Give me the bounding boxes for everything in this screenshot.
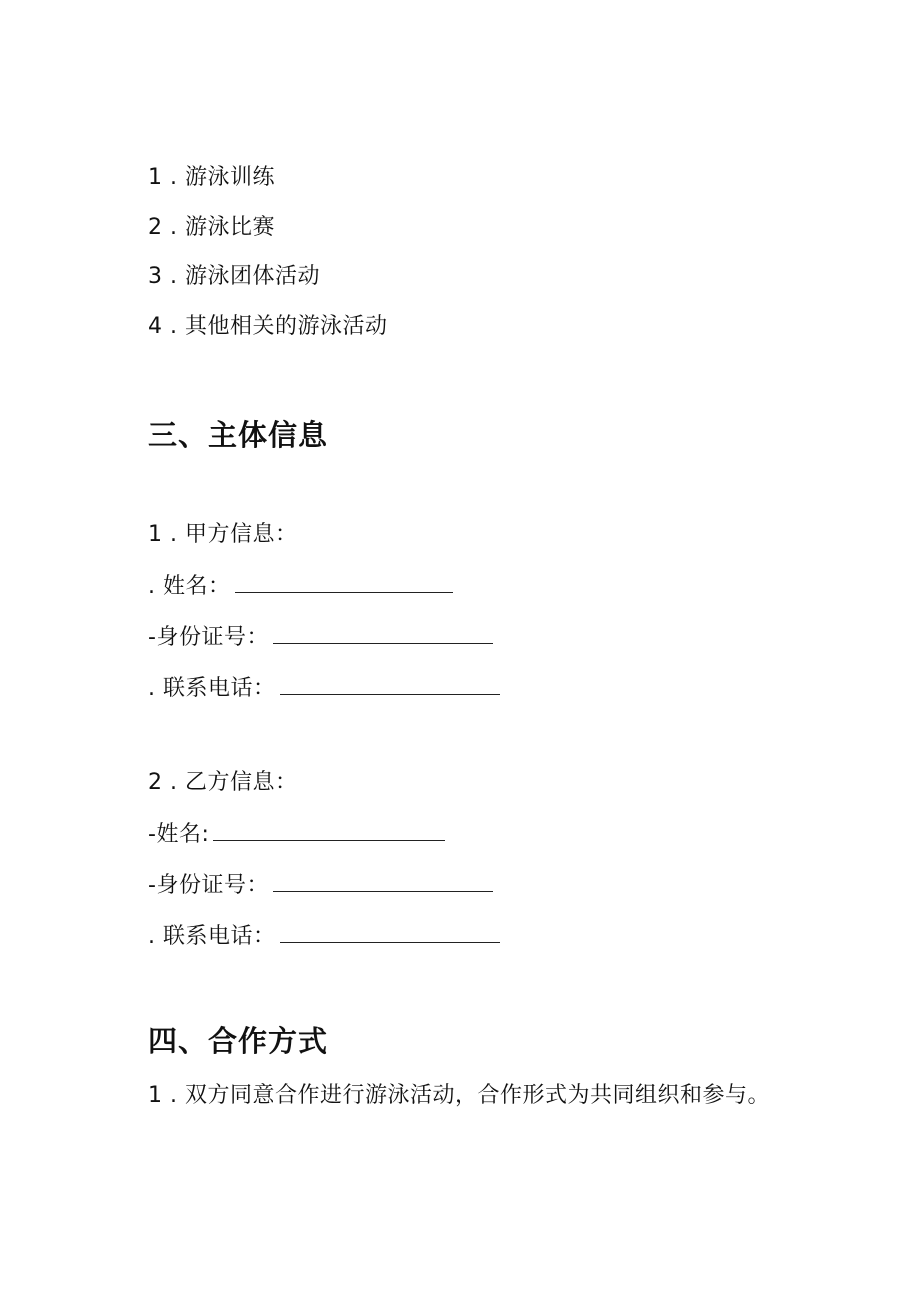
- list-text: 游泳团体活动: [184, 264, 320, 289]
- party-a-phone-row: [148, 672, 500, 704]
- section-heading-cooperation: 四、合作方式: [148, 1024, 329, 1058]
- party-b-name-row: [148, 818, 445, 850]
- party-b-id-row: [148, 869, 493, 901]
- list-number: 1 .: [148, 165, 178, 190]
- id-blank-line[interactable]: [273, 621, 493, 644]
- party-a-id-row: [148, 621, 493, 653]
- party-a-name-row: [148, 570, 453, 602]
- list-text: 游泳比赛: [184, 215, 275, 240]
- list-item-2: [148, 213, 275, 243]
- list-item-3: [148, 262, 320, 292]
- id-label: -身份证号：: [148, 873, 269, 898]
- list-text: 其他相关的游泳活动: [184, 314, 388, 339]
- section-heading-entity-info: 三、主体信息: [148, 418, 329, 452]
- phone-label: . 联系电话：: [148, 924, 276, 949]
- list-number: 3 .: [148, 264, 178, 289]
- list-item-1: [148, 163, 275, 193]
- name-label: -姓名:: [148, 822, 210, 847]
- phone-label: . 联系电话：: [148, 676, 276, 701]
- phone-blank-line[interactable]: [280, 920, 500, 943]
- name-label: . 姓名：: [148, 574, 231, 599]
- phone-blank-line[interactable]: [280, 672, 500, 695]
- party-b-title: 2 . 乙方信息：: [148, 770, 298, 795]
- cooperation-item-1: 1 . 双方同意合作进行游泳活动，合作形式为共同组织和参与。: [148, 1083, 770, 1108]
- id-label: -身份证号：: [148, 625, 269, 650]
- party-a-title: 1 . 甲方信息：: [148, 522, 298, 547]
- name-blank-line[interactable]: [213, 818, 445, 841]
- list-number: 2 .: [148, 215, 178, 240]
- name-blank-line[interactable]: [235, 570, 453, 593]
- list-text: 游泳训练: [184, 165, 275, 190]
- list-number: 4 .: [148, 314, 178, 339]
- party-b-phone-row: [148, 920, 500, 952]
- list-item-4: [148, 312, 388, 342]
- id-blank-line[interactable]: [273, 869, 493, 892]
